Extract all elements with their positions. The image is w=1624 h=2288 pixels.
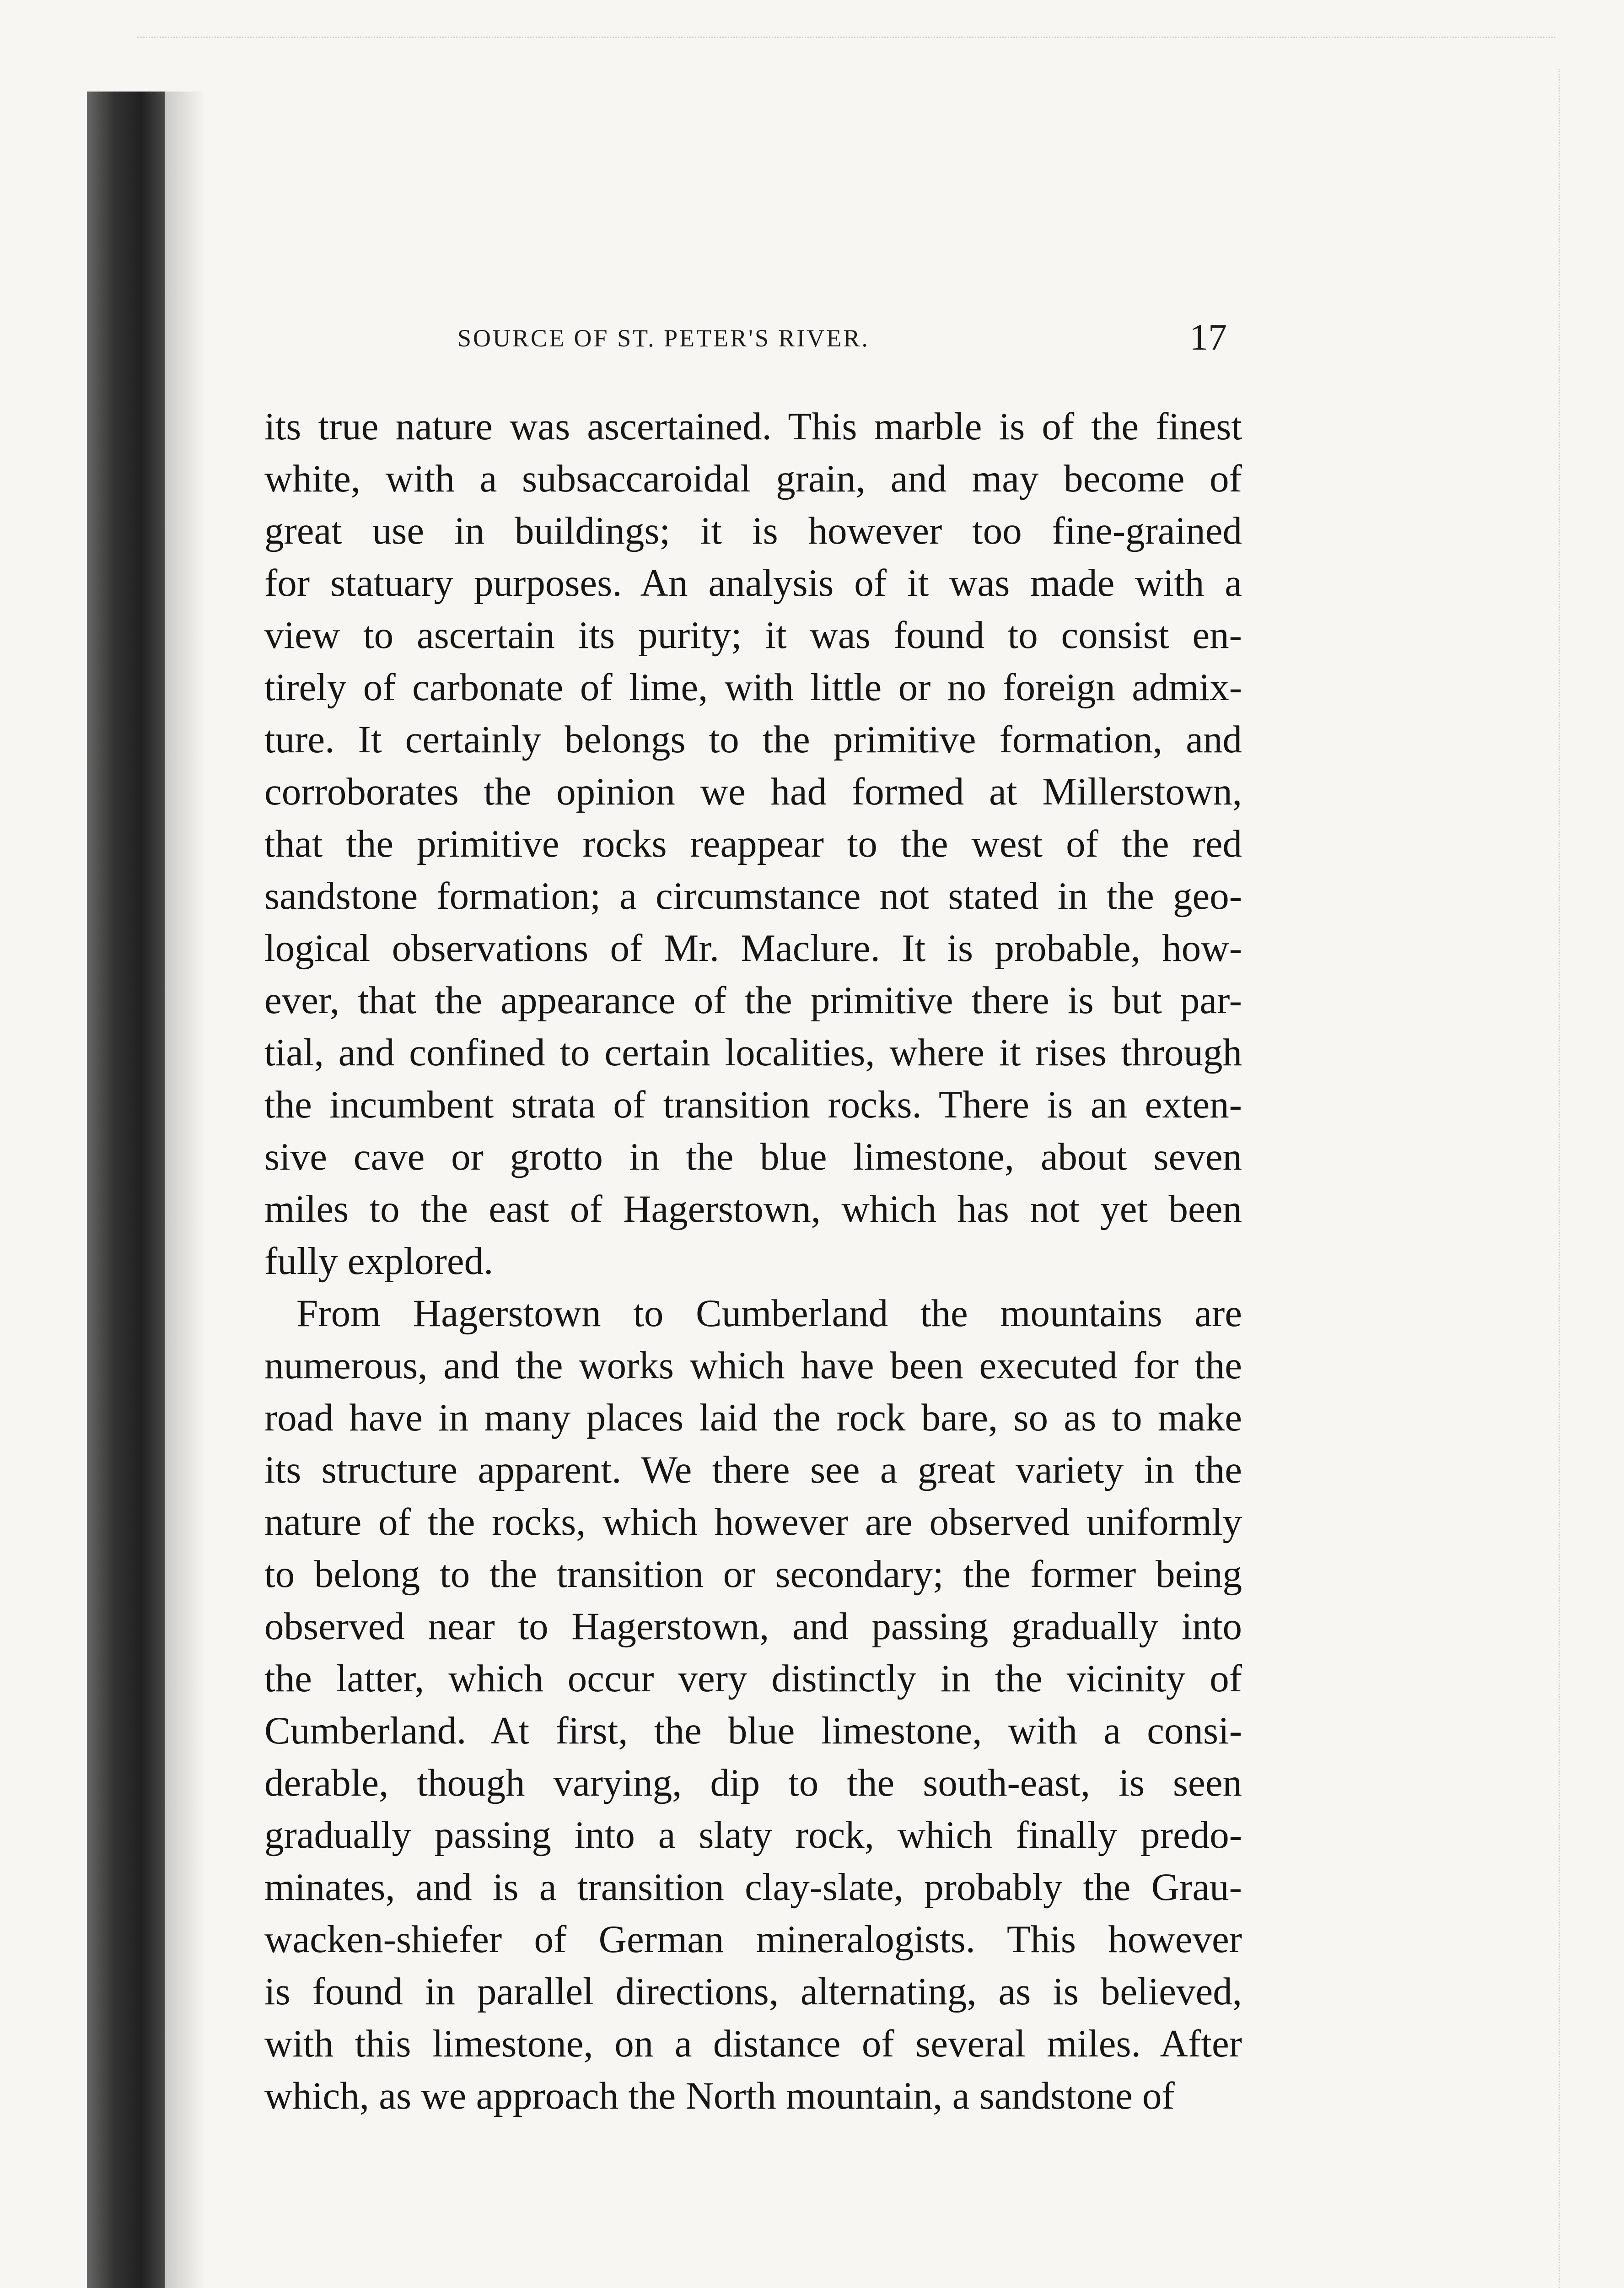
text-line: its true nature was ascertained. This marble is of the finest <box>264 405 1242 448</box>
page-number: 17 <box>1189 316 1227 358</box>
text-line: white, with a subsaccaroidal grain, and may become of <box>264 457 1242 500</box>
text-line: the latter, which occur very distinctly in the vicinity of <box>264 1657 1242 1700</box>
text-line: Cumberland. At first, the blue limestone, with a consi- <box>264 1709 1242 1752</box>
text-line: wacken-shiefer of German mineralogists. This however <box>264 1918 1242 1961</box>
text-line: its structure apparent. We there see a great variety in the <box>264 1448 1242 1491</box>
text-line: fully explored. <box>264 1240 494 1283</box>
text-line: great use in buildings; it is however too fine-grained <box>264 509 1242 552</box>
text-line: gradually passing into a slaty rock, which finally predo- <box>264 1813 1242 1856</box>
body-text <box>264 400 1242 2122</box>
text-line: is found in parallel directions, alternating, as is believed, <box>264 1970 1242 2013</box>
text-line: numerous, and the works which have been executed for the <box>264 1344 1242 1387</box>
paragraph-1 <box>264 400 1242 1287</box>
text-line: sandstone formation; a circumstance not stated in the geo- <box>264 874 1242 917</box>
text-line: tirely of carbonate of lime, with little or no foreign admix- <box>264 666 1242 709</box>
text-line: minates, and is a transition clay-slate, probably the Grau- <box>264 1866 1242 1909</box>
text-line: ture. It certainly belongs to the primitive formation, and <box>264 718 1242 761</box>
binding-fade <box>165 92 206 2288</box>
text-line: sive cave or grotto in the blue limestone, about seven <box>264 1135 1242 1178</box>
text-line: ever, that the appearance of the primitive there is but par- <box>264 979 1242 1022</box>
text-line: observed near to Hagerstown, and passing gradually into <box>264 1605 1242 1648</box>
text-line: corroborates the opinion we had formed at Millerstown, <box>264 770 1242 813</box>
text-line: tial, and confined to certain localities, where it rises through <box>264 1031 1242 1074</box>
text-line: the incumbent strata of transition rocks. There is an exten- <box>264 1083 1242 1126</box>
text-line: which, as we approach the North mountain, a sandstone of <box>264 2074 1175 2117</box>
text-line: nature of the rocks, which however are observed uniformly <box>264 1500 1242 1543</box>
running-header: SOURCE OF ST. PETER'S RIVER. <box>457 324 870 352</box>
binding-shadow <box>87 92 165 2288</box>
page-edge-right <box>1559 69 1574 2288</box>
text-line: logical observations of Mr. Maclure. It is probable, how- <box>264 927 1242 970</box>
text-line: derable, though varying, dip to the south-east, is seen <box>264 1761 1242 1804</box>
text-line: that the primitive rocks reappear to the west of the red <box>264 822 1242 865</box>
paragraph-2 <box>264 1287 1242 2122</box>
page-edge-top <box>137 18 1555 38</box>
text-line: view to ascertain its purity; it was found to consist en- <box>264 614 1242 657</box>
text-line: From Hagerstown to Cumberland the mountains are <box>296 1292 1242 1335</box>
text-line: for statuary purposes. An analysis of it was made with a <box>264 561 1242 604</box>
text-line: miles to the east of Hagerstown, which has not yet been <box>264 1187 1242 1230</box>
text-line: road have in many places laid the rock bare, so as to make <box>264 1396 1242 1439</box>
text-line: to belong to the transition or secondary; the former being <box>264 1553 1242 1596</box>
text-line: with this limestone, on a distance of several miles. After <box>264 2022 1242 2065</box>
